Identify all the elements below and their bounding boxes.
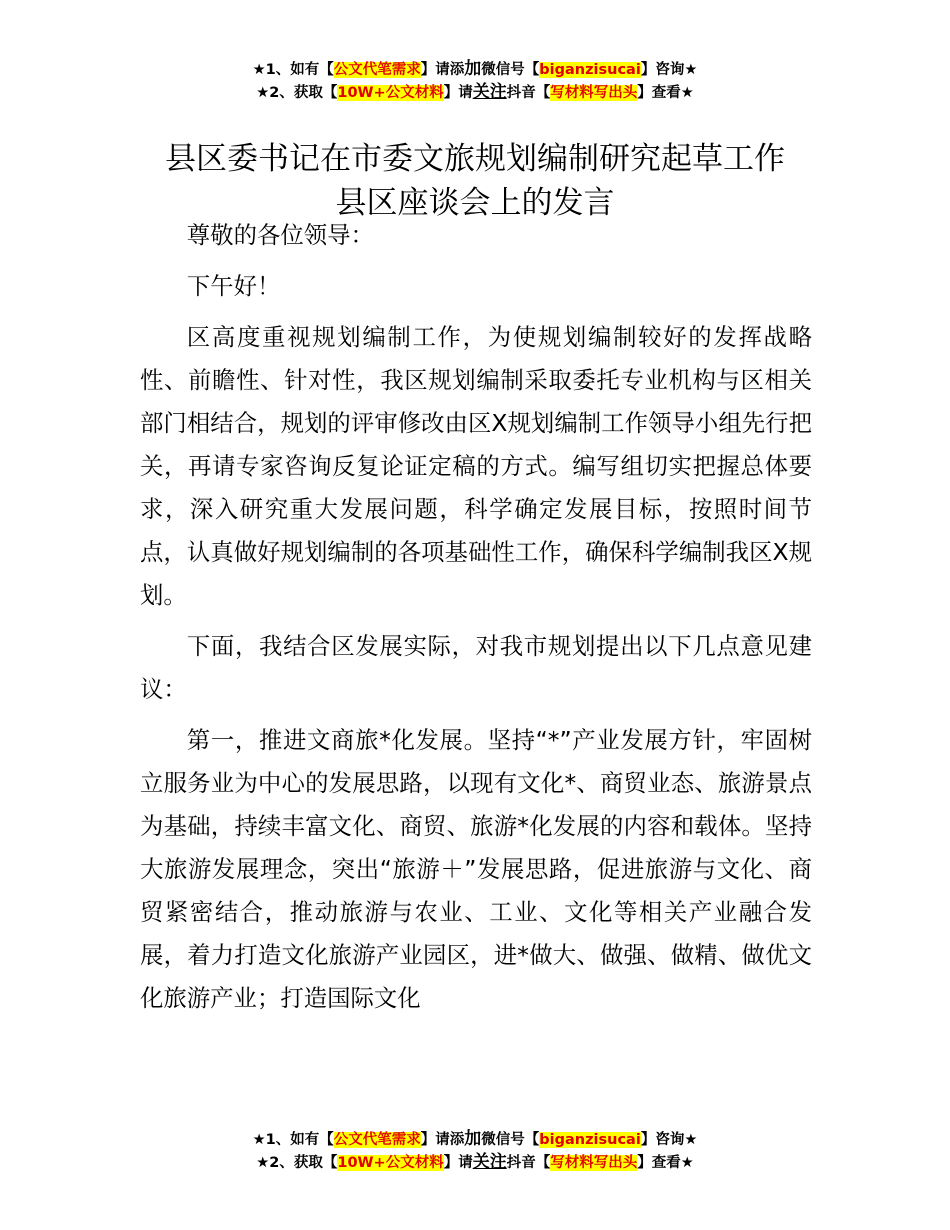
highlight-service: 公文代笔需求 — [333, 62, 421, 78]
footer-banner — [0, 1128, 950, 1174]
salutation: 尊敬的各位领导： — [186, 221, 374, 249]
highlight-materials: 10W+公文材料 — [337, 1155, 444, 1171]
paragraph-first-point: 第一，推进文商旅*化发展。坚持“*”产业发展方针，牢固树立服务业为中心的发展思路，以现有文化*、商贸业态、旅游景点为基础，持续丰富文化、商贸、旅游*化发展的内容和载体。坚持大旅游发展理念，突出“旅游＋”发展思路，促进旅游与文化、商贸紧密结合，推动旅游与农业、工业、文化等相关产业融合发展，着力打造文化旅游产业园区，进*做大、做强、做精、做优文化旅游产业；打造国际文化 — [140, 726, 812, 1012]
highlight-douyin-id: 写材料写出头 — [550, 85, 638, 101]
header-banner — [0, 58, 950, 104]
paragraph-transition: 下面，我结合区发展实际，对我市规划提出以下几点意见建议： — [140, 632, 812, 703]
document-title — [0, 137, 950, 225]
banner-line-2: ★2、获取【10W+公文材料】请关注抖音【写材料写出头】查看★ — [256, 1152, 694, 1172]
highlight-materials: 10W+公文材料 — [337, 85, 444, 101]
highlight-wechat-id: biganzisucai — [539, 1132, 641, 1148]
banner-line-1: ★1、如有【公文代笔需求】请添加微信号【biganzisucai】咨询★ — [252, 59, 698, 79]
title-line-2: 县区座谈会上的发言 — [335, 184, 615, 221]
paragraph-intro: 区高度重视规划编制工作，为使规划编制较好的发挥战略性、前瞻性、针对性，我区规划编制采取委托专业机构与区相关部门相结合，规划的评审修改由区X规划编制工作领导小组先行把关，再请专家咨询反复论证定稿的方式。编写组切实把握总体要求，深入研究重大发展问题，科学确定发展目标，按照时间节点，认真做好规划编制的各项基础性工作，确保科学编制我区X规划。 — [140, 323, 812, 609]
highlight-wechat-id: biganzisucai — [539, 62, 641, 78]
banner-line-1: ★1、如有【公文代笔需求】请添加微信号【biganzisucai】咨询★ — [252, 1129, 698, 1149]
document-body — [140, 214, 812, 1020]
greeting: 下午好！ — [186, 272, 281, 300]
highlight-service: 公文代笔需求 — [333, 1132, 421, 1148]
banner-line-2: ★2、获取【10W+公文材料】请关注抖音【写材料写出头】查看★ — [256, 82, 694, 102]
title-line-1: 县区委书记在市委文旅规划编制研究起草工作 — [165, 140, 785, 177]
highlight-douyin-id: 写材料写出头 — [550, 1155, 638, 1171]
